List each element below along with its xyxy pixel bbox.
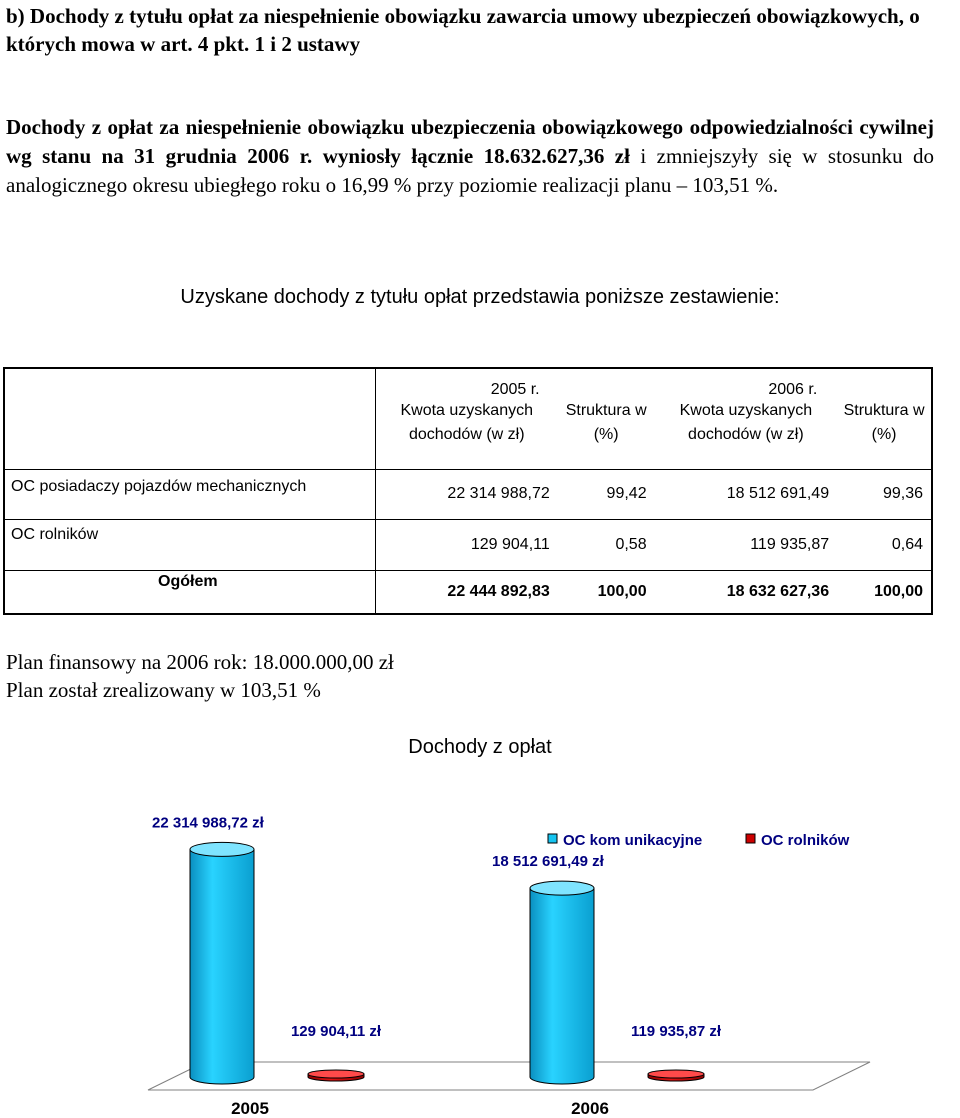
col-structure-2005: Struktura w (%)	[558, 399, 655, 469]
year-2005-header: 2005 r.	[490, 381, 540, 398]
col-structure-2006: Struktura w (%)	[837, 399, 932, 469]
summary-paragraph	[6, 113, 934, 200]
category-label: 2005	[231, 1099, 269, 1118]
income-table	[3, 367, 933, 615]
year-2006-header: 2006 r.	[768, 381, 818, 398]
table-title: Uzyskane dochody z tytułu opłat przedstawia poniższe zestawienie:	[180, 286, 780, 308]
total-row	[4, 570, 932, 614]
data-label: 22 314 988,72 zł	[152, 814, 264, 832]
chart-title: Dochody z opłat	[408, 736, 552, 758]
data-label: 119 935,87 zł	[630, 1023, 722, 1040]
chart-floor	[148, 1062, 870, 1090]
legend-swatch-oc-rolnikow	[746, 834, 755, 843]
category-label: 2006	[571, 1099, 609, 1118]
bar-top	[190, 842, 254, 856]
row-label: OC posiadaczy pojazdów mechanicznych	[4, 469, 375, 519]
plan-line: Plan finansowy na 2006 rok: 18.000.000,00 zł	[6, 650, 394, 674]
row-label: OC rolników	[4, 519, 375, 570]
bar-top	[308, 1070, 364, 1078]
row-value: 18 512 691,49	[655, 469, 838, 519]
legend-swatch-oc-komunikacyjne	[548, 834, 557, 843]
row-value: 129 904,11	[375, 519, 558, 570]
bar-chart	[0, 770, 960, 1118]
legend-label-oc-rolnikow: OC rolników	[761, 832, 850, 849]
header-empty-cell	[4, 368, 375, 469]
summary-normal-text: i zmniejszyły się w stosunku do analogicznego okresu ubiegłego roku o 16,99 % przy poziomie realizacji planu – 103,51 %.	[6, 144, 935, 197]
table-row	[4, 469, 932, 519]
row-value: 99,36	[837, 469, 932, 519]
bar-2006-oc-komunikacyjne	[530, 888, 594, 1084]
legend-label-oc-komunikacyjne: OC kom unikacyjne	[563, 832, 703, 849]
section-heading: b) Dochody z tytułu opłat za niespełnienie obowiązku zawarcia umowy ubezpieczeń obowiązkowych, o których mowa w art. 4 pkt. 1 i 2 ustawy	[6, 4, 920, 56]
row-value: 99,42	[558, 469, 655, 519]
legend	[548, 832, 850, 849]
bar-2005-oc-komunikacyjne	[190, 849, 254, 1084]
total-value: 18 632 627,36	[726, 582, 830, 600]
row-value: 0,64	[837, 519, 932, 570]
row-value: 22 314 988,72	[375, 469, 558, 519]
plan-line: Plan został zrealizowany w 103,51 %	[6, 678, 321, 702]
bar-top	[648, 1070, 704, 1078]
total-value: 22 444 892,83	[447, 582, 550, 600]
row-value: 119 935,87	[655, 519, 838, 570]
data-label: 18 512 691,49 zł	[492, 853, 604, 871]
total-value: 100,00	[874, 582, 923, 600]
data-label: 129 904,11 zł	[290, 1023, 382, 1040]
bar-top	[530, 881, 594, 895]
row-value: 0,58	[558, 519, 655, 570]
col-amount-2006: Kwota uzyskanych dochodów (w zł)	[655, 399, 838, 469]
col-amount-2005: Kwota uzyskanych dochodów (w zł)	[375, 399, 558, 469]
total-value: 100,00	[597, 582, 647, 600]
total-label: Ogółem	[4, 570, 375, 614]
table-row	[4, 519, 932, 570]
summary-bold-text: Dochody z opłat za niespełnienie obowiązku ubezpieczenia obowiązkowego odpowiedzialności cywilnej wg stanu na 31 grudnia 2006 r. wyniosły łącznie 18.632.627,36 zł	[6, 115, 934, 168]
